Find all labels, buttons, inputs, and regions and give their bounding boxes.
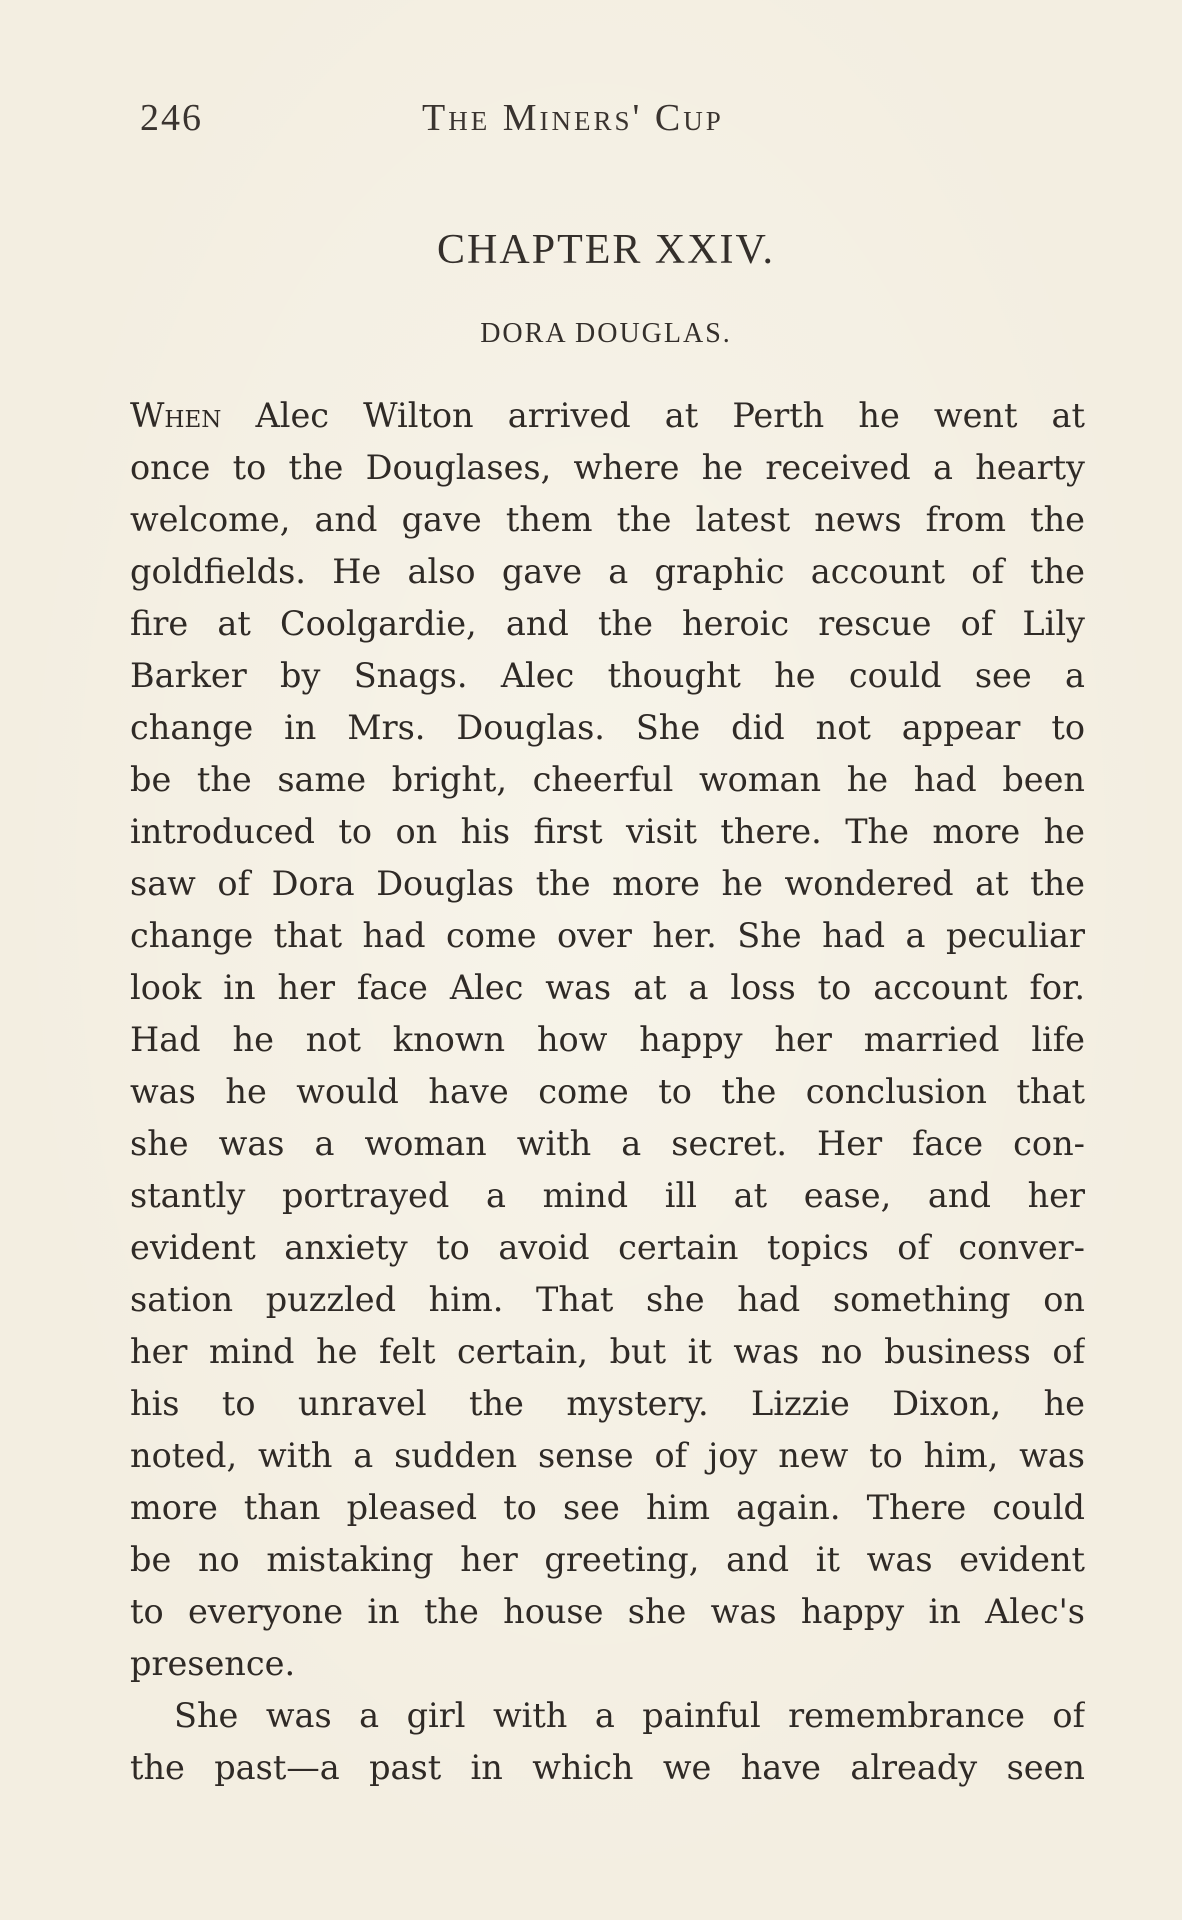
- chapter-title: CHAPTER XXIV.: [437, 227, 775, 273]
- text-line: introduced to on his first visit there. The more he: [130, 812, 1085, 851]
- text-line: to everyone in the house she was happy in Alec's: [130, 1592, 1085, 1631]
- book-title: The Miners' Cup: [422, 97, 724, 139]
- text-line: his to unravel the mystery. Lizzie Dixon, he: [130, 1384, 1085, 1423]
- text-line: Had he not known how happy her married life: [130, 1020, 1085, 1059]
- text-line: was he would have come to the conclusion that: [130, 1072, 1085, 1111]
- text-line: goldfields. He also gave a graphic account of the: [130, 552, 1085, 591]
- text-line: presence.: [130, 1644, 296, 1683]
- text-line: the past—a past in which we have already seen: [130, 1748, 1085, 1787]
- text-line: When Alec Wilton arrived at Perth he went at: [130, 396, 1085, 435]
- text-line: more than pleased to see him again. There could: [130, 1488, 1085, 1527]
- text-line: sation puzzled him. That she had something on: [130, 1280, 1085, 1319]
- text-line: welcome, and gave them the latest news from the: [130, 500, 1085, 539]
- text-line: she was a woman with a secret. Her face con-: [130, 1124, 1085, 1163]
- text-line: saw of Dora Douglas the more he wondered at the: [130, 864, 1085, 903]
- text-line: her mind he felt certain, but it was no business of: [130, 1332, 1085, 1371]
- text-line: noted, with a sudden sense of joy new to him, was: [130, 1436, 1085, 1475]
- text-line: She was a girl with a painful remembrance of: [174, 1696, 1085, 1735]
- text-line: Barker by Snags. Alec thought he could see a: [130, 656, 1085, 695]
- running-head: [132, 96, 1082, 148]
- text-line: fire at Coolgardie, and the heroic rescue of Lily: [130, 604, 1085, 643]
- chapter-subtitle: DORA DOUGLAS.: [480, 318, 732, 349]
- body-text: [130, 390, 1085, 1794]
- text-line: be no mistaking her greeting, and it was evident: [130, 1540, 1085, 1579]
- text-line: once to the Douglases, where he received a hearty: [130, 448, 1085, 487]
- text-line: change in Mrs. Douglas. She did not appear to: [130, 708, 1085, 747]
- text-line: be the same bright, cheerful woman he had been: [130, 760, 1085, 799]
- page-number: 246: [140, 97, 203, 139]
- first-word: When: [130, 396, 222, 435]
- text-line: evident anxiety to avoid certain topics of conver-: [130, 1228, 1085, 1267]
- text-line: change that had come over her. She had a peculiar: [130, 916, 1085, 955]
- text-line: stantly portrayed a mind ill at ease, and her: [130, 1176, 1085, 1215]
- text-line: look in her face Alec was at a loss to account for.: [130, 968, 1085, 1007]
